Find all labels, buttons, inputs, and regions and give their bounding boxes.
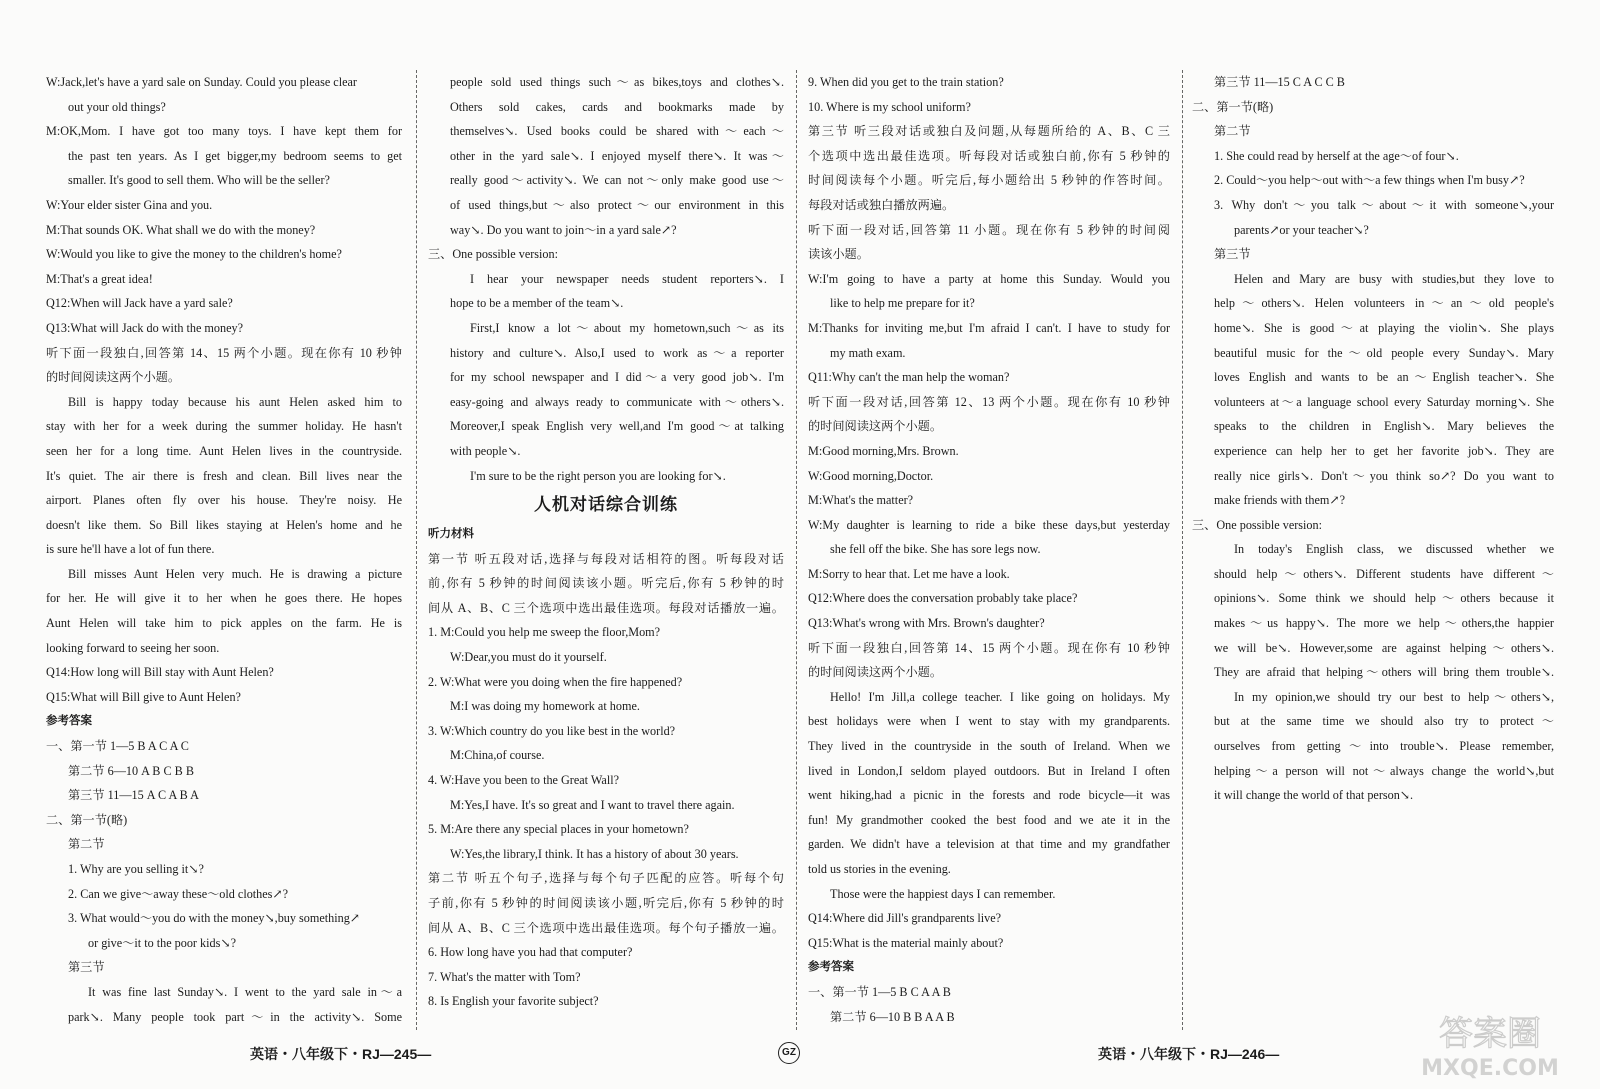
text-line: M:That sounds OK. What shall we do with the money? — [46, 222, 316, 237]
text-line: out your old things? — [68, 99, 166, 114]
question-line: Q11:Why can't the man help the woman? — [808, 370, 1010, 385]
answer-line: parents↗or your teacher↘? — [1234, 222, 1369, 237]
instruction-line: 个选项中选出最佳选项。听每段对话或独白前,你有 5 秒钟的 — [808, 148, 1170, 163]
instruction-line: 听下面一段对话,回答第 11 小题。现在你有 5 秒钟的时间阅 — [808, 222, 1170, 237]
text-line: W:Would you like to give the money to the children's home? — [46, 247, 342, 262]
text-line: W:Your elder sister Gina and you. — [46, 197, 213, 212]
answer-line: 第二节 — [68, 837, 105, 852]
answer-line: 二、第一节(略) — [46, 812, 128, 827]
text-line: for my school newspaper and I did～a very good job↘. I'm — [450, 370, 784, 385]
answer-line: 3. Why don't～you talk～about～it with someone↘,your — [1214, 197, 1554, 212]
answer-line: 第二节 6—10 A B C B B — [68, 763, 194, 778]
dialogue-line: M:I was doing my homework at home. — [450, 699, 640, 714]
text-line: opinions↘. Some think we should help～others because it — [1214, 591, 1554, 606]
text-line: They are afraid that helping～others will bring them trouble↘. — [1214, 665, 1554, 680]
instruction-line: 子前,你有 5 秒钟的时间阅读该小题,听完后,你有 5 秒钟的时 — [428, 896, 784, 910]
dialogue-line: W:Dear,you must do it yourself. — [450, 650, 607, 665]
text-line: hope to be a member of the team↘. — [450, 296, 624, 311]
section-line: 三、One possible version: — [1192, 517, 1322, 532]
dialogue-line: M:Yes,I have. It's so great and I want to travel there again. — [450, 797, 735, 812]
dialogue-line: 5. M:Are there any special places in your hometown? — [428, 822, 689, 837]
column-1 — [46, 70, 402, 1029]
answer-line: 1. Why are you selling it↘? — [68, 862, 204, 876]
text-line: people sold used things such～as bikes,toys and clothes↘. — [450, 75, 784, 89]
dialogue-line: M:Sorry to hear that. Let me have a look. — [808, 566, 1010, 581]
text-line: stay with her for a week during the summer holiday. He hasn't — [46, 419, 402, 434]
text-line: volunteers at～a language school every Saturday morning↘. She — [1214, 394, 1554, 409]
watermark-url: MXQE.COM — [1421, 1056, 1559, 1081]
answer-line: 第三节 — [1214, 247, 1251, 262]
instruction-line: 听下面一段对话,回答第 12、13 两个小题。现在你有 10 秒钟 — [808, 394, 1170, 409]
column-2 — [428, 70, 784, 1014]
text-line: it will change the world of that person↘. — [1214, 788, 1414, 803]
text-line: really nice girls↘. Don't～you think so↗? Do you want to — [1214, 468, 1554, 483]
text-line: is sure he'll have a lot of fun there. — [46, 542, 215, 557]
dialogue-line: 4. W:Have you been to the Great Wall? — [428, 773, 620, 788]
answer-line: 第三节 11—15 C A C C B — [1214, 75, 1345, 89]
text-line: First,I know a lot～about my hometown,such～as its — [470, 320, 784, 335]
watermark-text: 答案圈 — [1439, 1014, 1541, 1054]
text-line: Bill is happy today because his aunt Helen asked him to — [68, 394, 402, 409]
dialogue-line: 1. M:Could you help me sweep the floor,Mom? — [428, 625, 661, 640]
text-line: we will be↘. However,some are against helping～others↘. — [1214, 640, 1554, 655]
text-line: of used things,but～also protect～our environment in this — [450, 197, 784, 212]
dialogue-line: my math exam. — [830, 345, 906, 360]
dialogue-line: M:What's the matter? — [808, 493, 914, 508]
dialogue-line: 3. W:Which country do you like best in the world? — [428, 723, 676, 738]
listening-material-heading: 听力材料 — [428, 528, 474, 541]
text-line: easy-going and always ready to communicate with～others↘. — [450, 394, 784, 409]
text-line: speaks to the children in English↘. Mary believes the — [1214, 419, 1554, 434]
text-line: the past ten years. As I get bigger,my bedroom seems to get — [68, 148, 402, 163]
text-line: beautiful music for the～old people every Sunday↘. Mary — [1214, 345, 1554, 360]
dialogue-line: M:Good morning,Mrs. Brown. — [808, 443, 959, 458]
text-line: way↘. Do you want to join～in a yard sale↗? — [450, 222, 677, 237]
text-line: loves English and wants to be an～English teacher↘. She — [1214, 370, 1554, 385]
text-line: They lived in the countryside in the south of Ireland. When we — [808, 739, 1170, 754]
text-line: doesn't like them. So Bill likes staying at Helen's home and he — [46, 517, 402, 532]
text-line: Bill misses Aunt Helen very much. He is drawing a picture — [68, 566, 402, 581]
dialogue-line: M:Thanks for inviting me,but I'm afraid I can't. I have to study for — [808, 320, 1170, 335]
answer-line: 2. Could～you help～out with～a few things when I'm busy↗? — [1214, 173, 1525, 188]
text-line: should help～others↘. Different students have different～ — [1214, 566, 1554, 581]
text-line: Others sold cakes, cards and bookmarks made by — [450, 99, 784, 114]
text-line: Moreover,I speak English very well,and I'm good～at talking — [450, 419, 784, 434]
dialogue-line: like to help me prepare for it? — [830, 296, 975, 311]
text-line: home↘. She is good～at playing the violin↘. She plays — [1214, 320, 1554, 335]
text-line: seen her for a long time. Aunt Helen lives in the countryside. — [46, 443, 402, 458]
page-footer-left: 英语・八年级下・RJ—245— — [250, 1046, 432, 1062]
text-line: garden. We didn't have a television at that time and my grandfather — [808, 837, 1170, 852]
publisher-logo-icon: GZ — [778, 1042, 800, 1064]
text-line: Those were the happiest days I can remember. — [830, 886, 1056, 901]
section-line: 三、One possible version: — [428, 247, 558, 262]
text-line: W:Jack,let's have a yard sale on Sunday. Could you please clear — [46, 75, 357, 89]
text-line: help～others↘. Helen volunteers in～an～old people's — [1214, 296, 1554, 311]
text-line: I hear your newspaper needs student reporters↘. I — [470, 271, 784, 286]
answer-line: 二、第一节(略) — [1192, 99, 1274, 114]
instruction-line: 的时间阅读这两个小题。 — [808, 665, 943, 680]
text-line: other in the yard sale↘. I enjoyed myself there↘. It was～ — [450, 148, 784, 163]
dialogue-line: M:China,of course. — [450, 748, 545, 763]
text-line: looking forward to seeing her soon. — [46, 640, 220, 655]
text-line: It's quiet. The air there is fresh and clean. Bill lives near the — [46, 468, 402, 483]
instruction-line: 第一节 听五段对话,选择与每段对话相符的图。听每段对话 — [428, 551, 784, 566]
text-line: M:OK,Mom. I have got too many toys. I have kept them for — [46, 124, 402, 139]
text-line: make friends with them↗? — [1214, 493, 1346, 508]
dialogue-line: W:My daughter is learning to ride a bike these days,but yesterday — [808, 517, 1170, 532]
text-line: really good～activity↘. We can not～only make good use～ — [450, 173, 784, 188]
text-line: Hello! I'm Jill,a college teacher. I like going on holidays. My — [830, 689, 1170, 704]
text-line: In my opinion,we should try our best to help～others↘, — [1234, 689, 1554, 704]
answer-line: 2. Can we give～away these～old clothes↗? — [68, 886, 289, 901]
text-line: fun! My grandmother cooked the best food and we ate it in the — [808, 812, 1170, 827]
text-line: helping～a person will not～always change the world↘,but — [1214, 763, 1554, 778]
question-line: 9. When did you get to the train station? — [808, 75, 1004, 89]
dialogue-line: W:Yes,the library,I think. It has a history of about 30 years. — [450, 846, 739, 861]
answer-line: 第三节 — [68, 960, 105, 975]
text-line: lived in London,I seldom played outdoors. But in Ireland I often — [808, 763, 1170, 778]
answer-key-heading: 参考答案 — [46, 715, 92, 728]
instruction-line: 前,你有 5 秒钟的时间阅读该小题。听完后,你有 5 秒钟的时 — [428, 576, 784, 591]
instruction-line: 听下面一段独白,回答第 14、15 两个小题。现在你有 10 秒钟 — [46, 345, 402, 360]
answer-line: 第二节 — [1214, 124, 1251, 139]
column-divider — [416, 70, 417, 1030]
text-line: ourselves from getting～into trouble↘. Please remember, — [1214, 739, 1554, 754]
text-line: airport. Planes often fly over his house. They're noisy. He — [46, 493, 402, 508]
column-divider — [1182, 70, 1183, 1030]
text-line: told us stories in the evening. — [808, 862, 951, 876]
dialogue-line: 2. W:What were you doing when the fire happened? — [428, 674, 683, 689]
answer-line: or give～it to the poor kids↘? — [88, 935, 236, 950]
answer-line: 3. What would～you do with the money↘,buy something↗ — [68, 911, 361, 926]
answer-line: 第三节 11—15 A C A B A — [68, 788, 199, 803]
instruction-line: 听下面一段独白,回答第 14、15 两个小题。现在你有 10 秒钟 — [808, 640, 1170, 655]
section-title: 人机对话综合训练 — [534, 495, 678, 515]
text-line: Helen and Mary are busy with studies,but they love to — [1234, 271, 1554, 286]
question-line: 6. How long have you had that computer? — [428, 945, 633, 960]
text-line: history and culture↘. Also,I used to work as～a reporter — [450, 345, 784, 360]
instruction-line: 的时间阅读这两个小题。 — [808, 419, 943, 434]
question-line: Q13:What will Jack do with the money? — [46, 320, 243, 335]
instruction-line: 每段对话或独白播放两遍。 — [808, 197, 955, 212]
text-line: makes～us happy↘. The more we help～others,the happier — [1214, 616, 1554, 631]
watermark-logo-icon — [1420, 1005, 1560, 1085]
instruction-line: 第二节 听五个句子,选择与每个句子匹配的应答。听每个句 — [428, 871, 784, 886]
question-line: Q12:Where does the conversation probably take place? — [808, 591, 1078, 606]
dialogue-line: W:I'm going to have a party at home this Sunday. Would you — [808, 271, 1170, 286]
text-line: M:That's a great idea! — [46, 271, 153, 286]
answer-line: 第二节 6—10 B B A A B — [830, 1009, 955, 1024]
column-divider — [796, 70, 797, 1030]
answer-line: park↘. Many people took part～in the activity↘. Some — [68, 1009, 402, 1024]
text-line: went hiking,had a picnic in the forests and rode bicycle—it was — [808, 788, 1170, 803]
instruction-line: 时间阅读每个小题。听完后,每小题给出 5 秒钟的作答时间。 — [808, 173, 1170, 188]
question-line: Q14:How long will Bill stay with Aunt Helen? — [46, 665, 274, 680]
answer-line: 1. She could read by herself at the age～of four↘. — [1214, 148, 1459, 163]
text-line: but at the same time we should also try to protect～ — [1214, 714, 1554, 729]
dialogue-line: she fell off the bike. She has sore legs now. — [830, 542, 1041, 557]
question-line: Q15:What is the material mainly about? — [808, 935, 1004, 950]
text-line: smaller. It's good to sell them. Who will be the seller? — [68, 173, 330, 188]
question-line: Q12:When will Jack have a yard sale? — [46, 296, 233, 311]
text-line: themselves↘. Used books could be shared with～each～ — [450, 124, 784, 139]
question-line: 8. Is English your favorite subject? — [428, 994, 599, 1009]
instruction-line: 第三节 听三段对话或独白及问题,从每题所给的 A、B、C 三 — [808, 124, 1170, 139]
text-line: In today's English class, we discussed whether we — [1234, 542, 1554, 557]
answer-line: 一、第一节 1—5 B A C A C — [46, 739, 189, 754]
dialogue-line: W:Good morning,Doctor. — [808, 468, 934, 483]
question-line: Q15:What will Bill give to Aunt Helen? — [46, 689, 241, 704]
question-line: Q14:Where did Jill's grandparents live? — [808, 911, 1002, 926]
instruction-line: 间从 A、B、C 三个选项中选出最佳选项。每个句子播放一遍。 — [428, 920, 784, 935]
text-line: with people↘. — [450, 443, 521, 458]
answer-key-heading: 参考答案 — [808, 961, 854, 974]
question-line: 10. Where is my school uniform? — [808, 99, 971, 114]
column-4 — [1192, 70, 1554, 808]
text-line: best holidays were when I went to stay with my grandparents. — [808, 714, 1170, 729]
question-line: Q13:What's wrong with Mrs. Brown's daughter? — [808, 616, 1045, 631]
text-line: I'm sure to be the right person you are looking for↘. — [470, 468, 726, 483]
column-3 — [808, 70, 1170, 1029]
answer-line: 一、第一节 1—5 B C A A B — [808, 984, 951, 999]
text-line: for her. He will give it to her when he goes there. He hopes — [46, 591, 402, 606]
instruction-line: 的时间阅读这两个小题。 — [46, 370, 181, 385]
page-footer-right: 英语・八年级下・RJ—246— — [1098, 1046, 1280, 1062]
text-line: Aunt Helen will take him to pick apples on the farm. He is — [46, 616, 402, 631]
question-line: 7. What's the matter with Tom? — [428, 969, 581, 984]
answer-line: It was fine last Sunday↘. I went to the yard sale in～a — [88, 984, 402, 999]
instruction-line: 读该小题。 — [808, 247, 869, 262]
instruction-line: 间从 A、B、C 三个选项中选出最佳选项。每段对话播放一遍。 — [428, 600, 784, 615]
text-line: experience can help her to get her favorite job↘. They are — [1214, 443, 1554, 458]
